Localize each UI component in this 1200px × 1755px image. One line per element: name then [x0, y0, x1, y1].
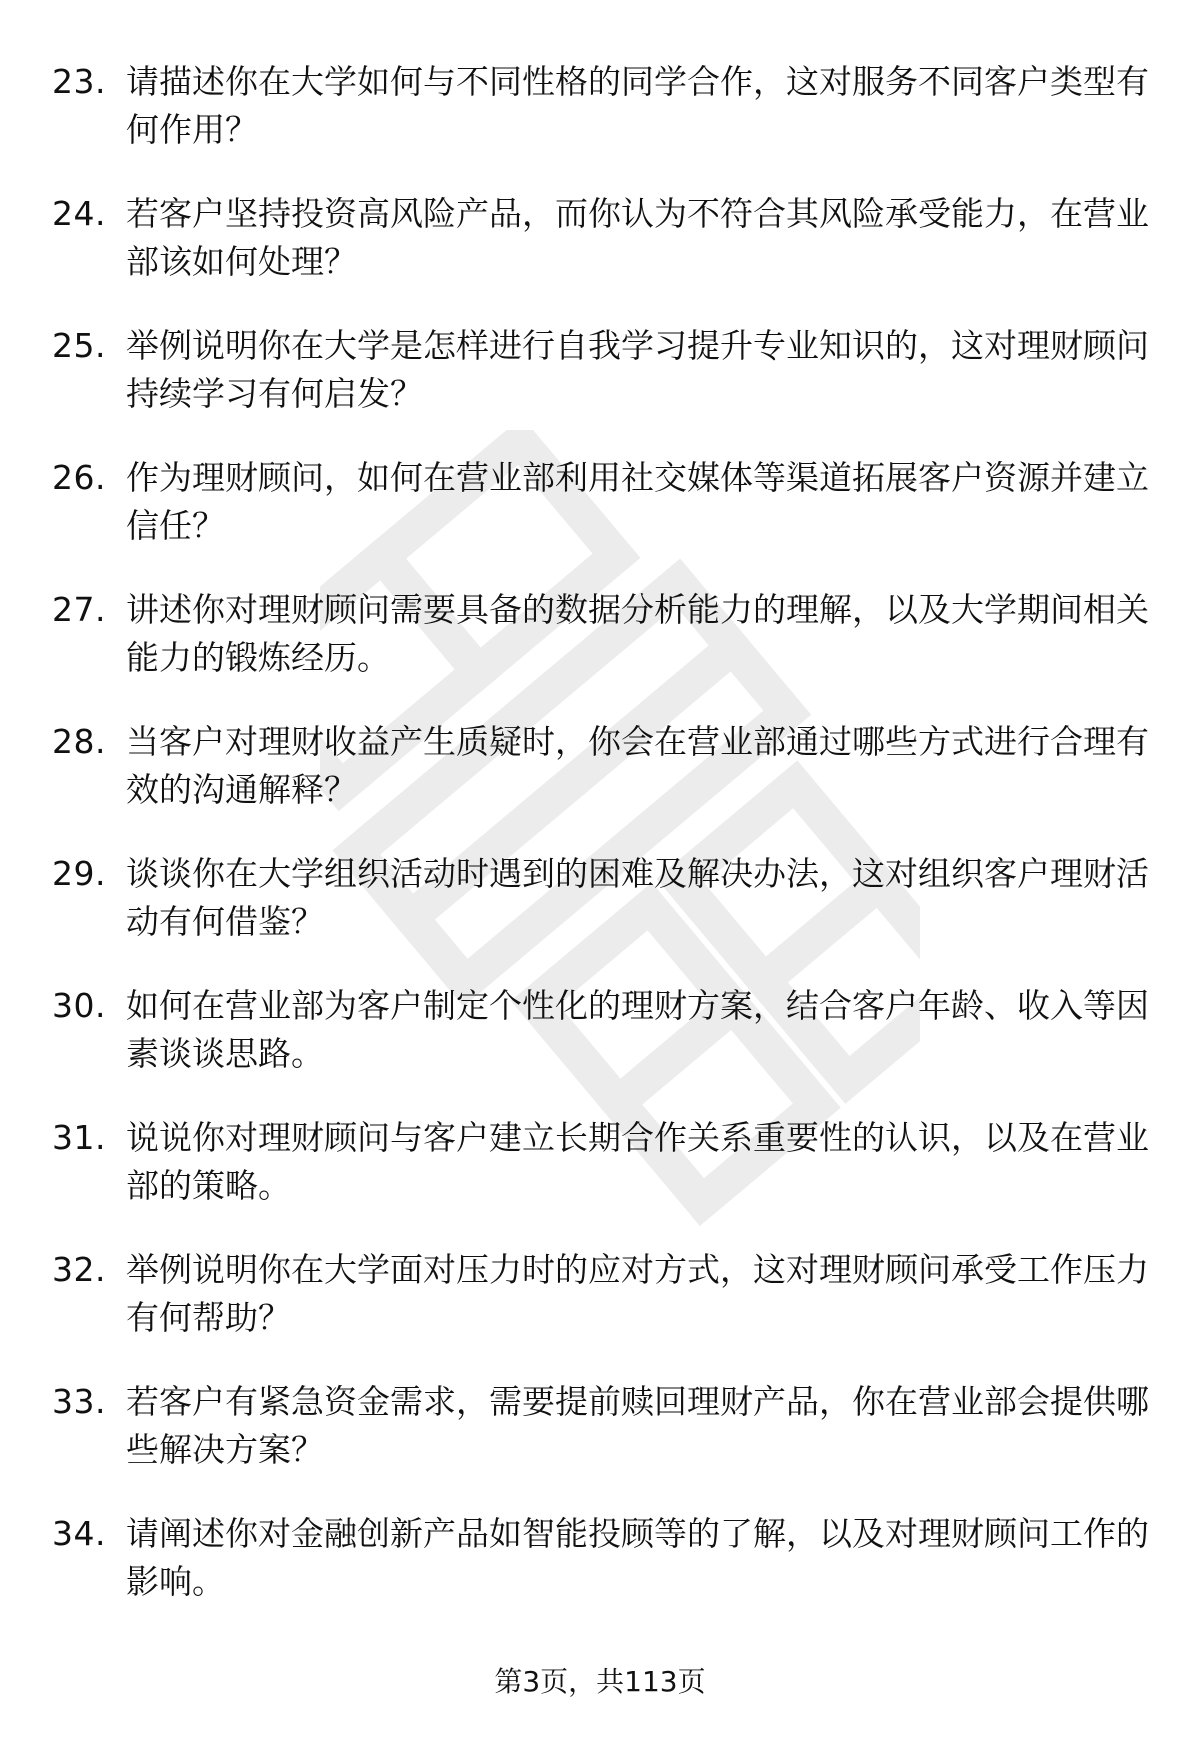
question-number: 27.: [52, 590, 106, 629]
question-item-26: [52, 454, 1152, 550]
question-text: 若客户有紧急资金需求，需要提前赎回理财产品，你在营业部会提供哪些解决方案？: [126, 1382, 1149, 1469]
question-number: 26.: [52, 458, 106, 497]
page-footer: 第3页，共113页: [494, 1665, 706, 1698]
question-item-27: [52, 586, 1152, 682]
question-text: 请描述你在大学如何与不同性格的同学合作，这对服务不同客户类型有何作用？: [126, 62, 1149, 149]
question-number: 30.: [52, 986, 106, 1025]
question-number: 31.: [52, 1118, 106, 1157]
question-item-31: [52, 1114, 1152, 1210]
question-text: 谈谈你在大学组织活动时遇到的困难及解决办法，这对组织客户理财活动有何借鉴？: [126, 854, 1149, 941]
question-number: 25.: [52, 326, 106, 365]
question-number: 24.: [52, 194, 106, 233]
question-number: 29.: [52, 854, 106, 893]
question-item-30: [52, 982, 1152, 1078]
question-item-29: [52, 850, 1152, 946]
question-number: 28.: [52, 722, 106, 761]
question-item-25: [52, 322, 1152, 418]
question-item-24: [52, 190, 1152, 286]
question-text: 讲述你对理财顾问需要具备的数据分析能力的理解，以及大学期间相关能力的锻炼经历。: [126, 590, 1149, 677]
question-item-23: [52, 58, 1152, 154]
question-text: 作为理财顾问，如何在营业部利用社交媒体等渠道拓展客户资源并建立信任？: [126, 458, 1149, 545]
question-number: 23.: [52, 62, 106, 101]
question-item-32: [52, 1246, 1152, 1342]
question-text: 说说你对理财顾问与客户建立长期合作关系重要性的认识，以及在营业部的策略。: [126, 1118, 1149, 1205]
question-item-33: [52, 1378, 1152, 1474]
question-text: 举例说明你在大学面对压力时的应对方式，这对理财顾问承受工作压力有何帮助？: [126, 1250, 1149, 1337]
question-number: 34.: [52, 1514, 106, 1553]
question-text: 若客户坚持投资高风险产品，而你认为不符合其风险承受能力，在营业部该如何处理？: [126, 194, 1149, 281]
question-list: [52, 58, 1152, 1642]
question-item-34: [52, 1510, 1152, 1606]
question-number: 33.: [52, 1382, 106, 1421]
question-text: 请阐述你对金融创新产品如智能投顾等的了解，以及对理财顾问工作的影响。: [126, 1514, 1149, 1601]
question-number: 32.: [52, 1250, 106, 1289]
question-item-28: [52, 718, 1152, 814]
question-text: 当客户对理财收益产生质疑时，你会在营业部通过哪些方式进行合理有效的沟通解释？: [126, 722, 1149, 809]
question-text: 举例说明你在大学是怎样进行自我学习提升专业知识的，这对理财顾问持续学习有何启发？: [126, 326, 1149, 413]
question-text: 如何在营业部为客户制定个性化的理财方案，结合客户年龄、收入等因素谈谈思路。: [126, 986, 1149, 1073]
